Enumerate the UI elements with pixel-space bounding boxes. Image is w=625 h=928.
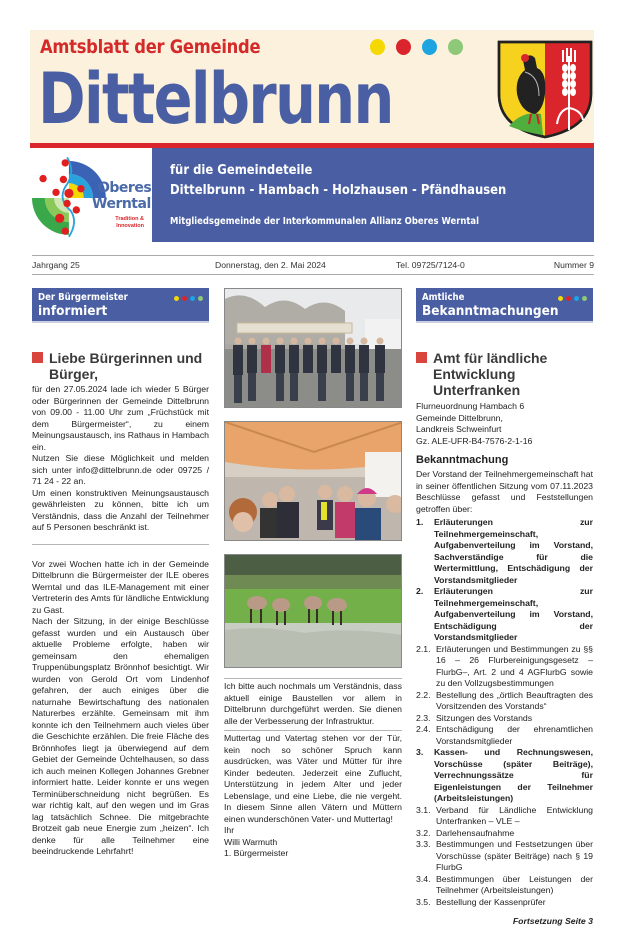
- photo-horses: [224, 554, 402, 668]
- address-line: Gemeinde Dittelbrunn,: [416, 412, 503, 423]
- list-item: [416, 586, 593, 644]
- logo-tagline-1: Tradition &: [115, 216, 144, 222]
- divider: [32, 544, 209, 545]
- item-text: Bestellung der Kassenprüfer: [436, 896, 546, 907]
- issue-number: Nummer 9: [553, 260, 594, 270]
- band-line-2: Dittelbrunn - Hambach - Holzhausen - Pfändhausen: [170, 182, 507, 198]
- item-text: Sitzungen des Vorstands: [436, 712, 533, 723]
- list-item: [416, 690, 593, 713]
- headline-line-2: Bürger,: [49, 366, 99, 382]
- section-kicker: Amtliche: [422, 292, 465, 303]
- signature-title: 1. Bürgermeister: [224, 848, 289, 858]
- photo-group-wagon: [224, 421, 402, 541]
- paragraph: für den 27.05.2024 lade ich wieder 5 Bürger oder Bürgerinnen der Gemeinde Dittelbrunn von 09.00 - 11.00 Uhr zum „Früchstück mit dem Bürgermeister“, zu einem Meinungsaustausch, ins Rathaus in Hambach ein.: [32, 384, 209, 452]
- section-header-buergermeister: [32, 288, 209, 323]
- green-dot-icon: [582, 296, 587, 301]
- item-text: Bestellung des „örtlich Beauftragten des Vorsitzenden des Vorstands“: [436, 689, 593, 711]
- section-title: informiert: [38, 303, 108, 319]
- volume: Jahrgang 25: [32, 260, 80, 270]
- item-number: 3.5.: [416, 896, 431, 907]
- masthead-title: Dittelbrunn: [38, 58, 393, 140]
- column-buergermeister: [32, 288, 209, 858]
- item-number: 2.3.: [416, 712, 431, 723]
- item-text: Erläuterungen und Bestimmungen zu §§ 16 – 26 Flurbereinigungsgesetz –FlurbG–, Art. 2 und 4 AGFlurbG sowie zu den Vollzugsbestimmungen: [436, 643, 593, 688]
- paragraph: Vor zwei Wochen hatte ich in der Gemeinde Dittelbrunn die Bürgermeister der ILE oberes Werntal und das ILE-Management mit einer Vertreterin des Amts für ländliche Entwicklung zu Gast.: [32, 558, 209, 615]
- list-item: [416, 644, 593, 690]
- signature-block: [224, 825, 402, 860]
- band-line-1: für die Gemeindeteile: [170, 162, 313, 178]
- notice-intro: [416, 469, 593, 515]
- paragraph: Ich bitte auch nochmals um Verständnis, dass aktuell einige Baustellen vor allem in Dittelbrunn durchgeführt werden. Sie dienen alle der Verbesserung der Infrastruktur.: [224, 681, 402, 726]
- list-item: [416, 828, 593, 840]
- coat-of-arms-icon: [495, 38, 594, 140]
- construction-note: [224, 681, 402, 727]
- section-kicker: Der Bürgermeister: [38, 292, 128, 303]
- item-text: Erläuterungen zur Teilnehmergemeinschaft, Aufgabenverteilung im Vorstand, Entschädigung der Vorstandsmitglieder: [434, 586, 593, 642]
- mothers-fathers-day-note: [224, 733, 402, 825]
- continued-link[interactable]: Fortsetzung Seite 3: [512, 916, 593, 926]
- list-item: [416, 713, 593, 725]
- section-title: Bekanntmachungen: [422, 303, 559, 319]
- green-dot-icon: [198, 296, 203, 301]
- band-line-3: Mitgliedsgemeinde der Interkommunalen Allianz Oberes Werntal: [170, 216, 480, 227]
- item-text: Darlehensaufnahme: [436, 827, 515, 838]
- article-body: [32, 559, 209, 858]
- item-text: Bestimmungen und Festsetzungen über Vorschüsse (später Beiträge) nach § 19 FlurbG: [436, 839, 593, 872]
- phone: Tel. 09725/7124-0: [396, 260, 465, 270]
- paragraph: Nutzen Sie diese Möglichkeit und melden sich unter info@dittelbrunn.de oder 09725 / 71 24 - 22 an.: [32, 453, 209, 486]
- list-item: [416, 839, 593, 874]
- red-dot-icon: [566, 296, 571, 301]
- blue-dot-icon: [574, 296, 579, 301]
- yellow-dot-icon: [174, 296, 179, 301]
- masthead-subtitle: Amtsblatt der Gemeinde: [40, 36, 261, 58]
- list-item: [416, 724, 593, 747]
- closing: Ihr: [224, 825, 235, 835]
- issue-date: Donnerstag, den 2. Mai 2024: [215, 260, 326, 270]
- address-line: Landkreis Schweinfurt: [416, 424, 502, 434]
- notice-title: Bekanntmachung: [416, 454, 509, 466]
- list-item: [416, 517, 593, 586]
- red-dot-icon: [396, 39, 411, 55]
- logo-text-werntal: Werntal: [92, 196, 151, 212]
- list-item: [416, 897, 593, 909]
- address-line: Gz. ALE-UFR-B4-7576-2-1-16: [416, 435, 533, 446]
- logo-tagline-2: Innovation: [116, 222, 144, 229]
- divider: [224, 730, 402, 731]
- notice-address: [416, 401, 593, 447]
- item-number: 1.: [416, 517, 424, 527]
- divider: [224, 678, 402, 679]
- section-dots: [174, 296, 203, 301]
- red-square-icon: [416, 352, 427, 363]
- column-bekanntmachungen: [416, 288, 593, 928]
- color-dots: [370, 39, 463, 55]
- item-text: Erläuterungen zur Teilnehmergemeinschaft, Aufgabenverteilung im Vorstand, Sachverständige für die Wertermittlung, Entschädigung der Vorstandsmitglieder: [434, 517, 593, 585]
- item-number: 3.2.: [416, 827, 431, 838]
- article-intro: [32, 384, 209, 534]
- item-text: Kassen- und Rechnungswesen, Vorschüsse (später Beiträge), Verrechnungssätze für Eigenleistungen der Teilnehmer (Arbeitsleistungen): [434, 747, 593, 803]
- oberes-werntal-logo: [32, 150, 152, 245]
- item-number: 2.4.: [416, 724, 431, 734]
- paragraph: Um einen konstruktiven Meinungsaustausch gewährleisten zu können, bitte ich um Verständnis, dass die Anzahl der Teilnehmer auf 5 Personen beschränkt ist.: [32, 487, 209, 532]
- article-headline: [32, 350, 209, 382]
- logo-text-oberes: Oberes: [98, 180, 152, 196]
- red-square-icon: [32, 352, 43, 363]
- section-dots: [558, 296, 587, 301]
- item-number: 2.2.: [416, 689, 431, 700]
- item-text: Bestimmungen über Leistungen der Teilnehmer (Arbeitsleistungen): [436, 873, 593, 895]
- masthead: [30, 30, 594, 143]
- paragraph: Der Vorstand der Teilnehmergemeinschaft hat in seiner öffentlichen Sitzung vom 07.11.2023 Beschlüsse gefasst und Feststellungen getroffen über:: [416, 469, 593, 514]
- item-number: 2.1.: [416, 643, 431, 654]
- blue-dot-icon: [190, 296, 195, 301]
- item-text: Verband für Ländliche Entwicklung Unterfranken – VLE –: [436, 804, 593, 826]
- signature-name: Willi Warmuth: [224, 836, 278, 847]
- issue-info-bar: [32, 255, 594, 275]
- article-headline: [416, 350, 593, 398]
- notice-items-list: [416, 517, 593, 908]
- photo-group-standing: [224, 288, 402, 408]
- municipality-band: [152, 148, 594, 242]
- item-text: Entschädigung der ehrenamtlichen Vorstandsmitglieder: [436, 724, 593, 746]
- address-line: Flurneuordnung Hambach 6: [416, 401, 525, 411]
- item-number: 3.3.: [416, 839, 431, 849]
- item-number: 2.: [416, 586, 424, 596]
- headline-line-2: Entwicklung Unterfranken: [433, 366, 521, 398]
- yellow-dot-icon: [370, 39, 385, 55]
- list-item: [416, 874, 593, 897]
- item-number: 3.4.: [416, 873, 431, 884]
- green-dot-icon: [448, 39, 463, 55]
- list-item: [416, 747, 593, 805]
- red-dot-icon: [182, 296, 187, 301]
- headline-text: [433, 350, 593, 398]
- headline-line-1: Amt für ländliche: [433, 350, 548, 366]
- logo-tagline: [104, 216, 144, 229]
- headline-text: [49, 350, 209, 382]
- paragraph: Muttertag und Vatertag stehen vor der Tür, kein noch so schöner Spruch kann ausdrücken, was Väter und Mütter für ihre Kinder bedeuten. Jederzeit eine Zuflucht, Unterstützung in jedem Alter und jeder Lebenslage, und eine Liebe, die nie vergeht. In diesem Sinne allen Vätern und Müttern einen wunderschönen Vater- und Muttertag!: [224, 733, 402, 824]
- list-item: [416, 805, 593, 828]
- blue-dot-icon: [422, 39, 437, 55]
- yellow-dot-icon: [558, 296, 563, 301]
- item-number: 3.: [416, 747, 424, 757]
- item-number: 3.1.: [416, 804, 431, 815]
- section-header-bekanntmachungen: [416, 288, 593, 323]
- paragraph: Nach der Sitzung, in der einige Beschlüsse gefasst wurden und ein Austausch über aktuelle Probleme erfolgte, haben wir gemeinsam den ehemaligen Truppenübungsplatz Brönnhof besichtigt. Wir wurden von Gerold Ort vom Lindenhof gefahren, der auch einiges über die naturnahe Bewirtschaftung des nationalen Naturerbes erzählte. Gemeinsam mit ihm konnte ich den Teilnehmern auch vieles über die Geschichte erzählen. Die freie Fläche des Brönnhofes liegt ja überwiegend auf dem Gebiet der Gemeinde Üchtelhausen, so dass ich auch meinen Kollegen Johannes Grebner informiert hatte. Leider konnte er uns wegen Terminüberschneidung nicht begrüßen. Es war richtig kalt, auf den wegen und im Gras lag tatsächlich Schnee. Die mitgebrachte Brotzeit gab neue Energie zum „heizen“. Ich denke für alle Teilnehmer eine beeindruckende Lehrfahrt!: [32, 616, 209, 856]
- column-photos: [224, 288, 402, 860]
- headline-line-1: Liebe Bürgerinnen und: [49, 350, 203, 366]
